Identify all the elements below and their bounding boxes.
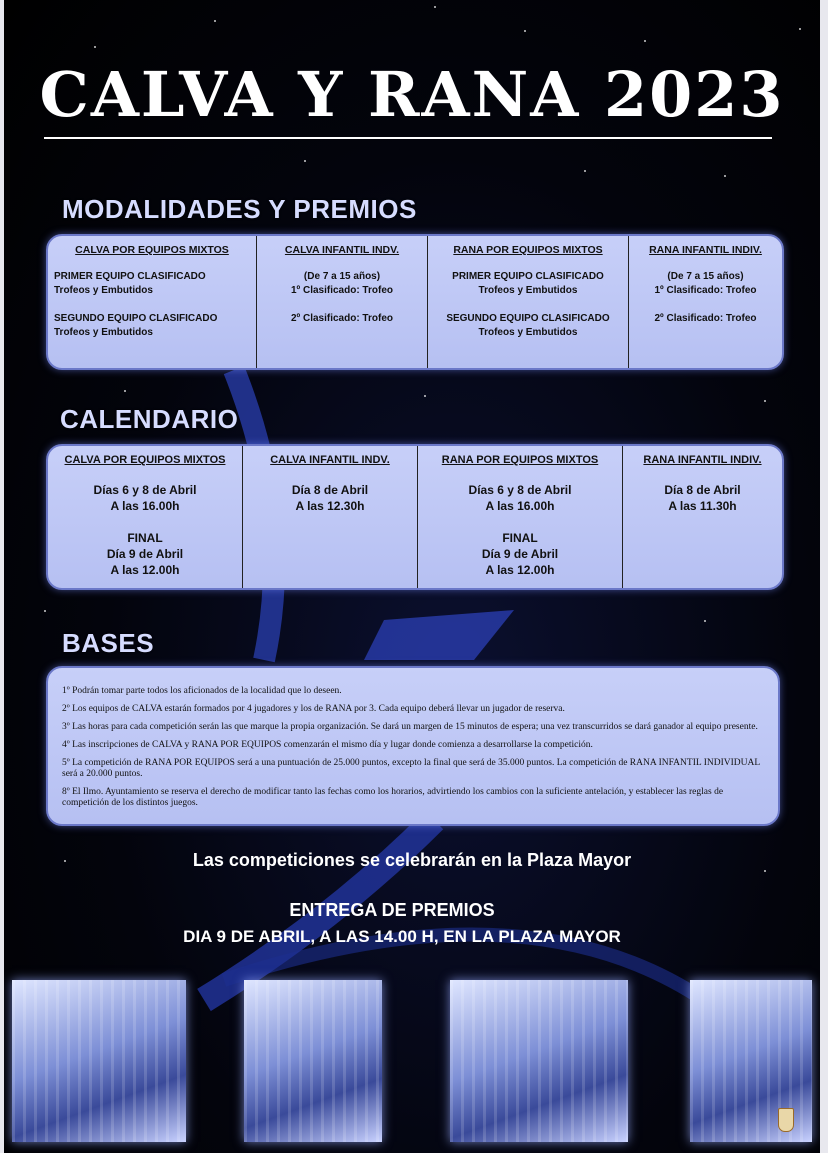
col-header: RANA INFANTIL INDIV. <box>649 244 762 256</box>
poster-title: CALVA Y RANA 2023 <box>39 58 785 131</box>
prize-line: (De 7 a 15 años) <box>303 271 381 282</box>
cal-col-calva-equipos <box>48 446 243 588</box>
bases-rule: 2º Los equipos de CALVA estarán formados por 4 jugadores y los de RANA por 3. Cada equipo deberá llevar un jugador de reserva. <box>62 704 565 714</box>
photo-street-crowd <box>12 980 186 1142</box>
cal-days: Día 8 de Abril <box>291 483 369 497</box>
prize-line: 1º Clasificado: Trofeo <box>654 285 757 296</box>
bases-rule: 3º Las horas para cada competición serán las que marque la propia organización. Se dará un margen de 15 minutos de espera; una vez transcurridos se dará ganador al equipo presente. <box>62 722 758 732</box>
awards-details: DIA 9 DE ABRIL, A LAS 14.00 H, EN LA PLAZA MAYOR <box>183 927 621 946</box>
poster <box>4 0 820 1153</box>
prize-line: 2º Clasificado: Trofeo <box>654 313 757 324</box>
premios-col-calva-infantil <box>257 236 428 368</box>
prize-line: Trofeos y Embutidos <box>54 327 153 338</box>
venue-note: Las competiciones se celebrarán en la Plaza Mayor <box>192 850 632 870</box>
cal-col-rana-infantil <box>623 446 782 588</box>
awards-title: ENTREGA DE PREMIOS <box>289 900 495 920</box>
prize-line: SEGUNDO EQUIPO CLASIFICADO <box>54 313 218 324</box>
premios-col-calva-equipos <box>48 236 257 368</box>
cal-time: A las 16.00h <box>110 499 180 513</box>
calendario-heading: CALENDARIO <box>60 404 239 434</box>
cal-final: FINAL <box>127 531 163 545</box>
cal-final-day: Día 9 de Abril <box>481 547 559 561</box>
bases-panel <box>46 666 780 826</box>
calendario-panel <box>46 444 784 590</box>
prize-line: 1º Clasificado: Trofeo <box>290 285 393 296</box>
cal-days: Días 6 y 8 de Abril <box>93 483 197 497</box>
cal-time: A las 16.00h <box>485 499 555 513</box>
prize-line: Trofeos y Embutidos <box>478 285 578 296</box>
col-header: RANA INFANTIL INDIV. <box>643 454 762 466</box>
premios-col-rana-infantil <box>629 236 782 368</box>
col-header: CALVA INFANTIL INDV. <box>270 454 390 466</box>
prize-line: SEGUNDO EQUIPO CLASIFICADO <box>446 313 610 324</box>
bases-rule: 4º Las inscripciones de CALVA y RANA POR EQUIPOS comenzarán el mismo día y lugar donde comienza a desarrollarse la competición. <box>62 740 593 750</box>
prize-line: Trofeos y Embutidos <box>54 285 153 296</box>
cal-col-calva-infantil <box>243 446 418 588</box>
premios-col-rana-equipos <box>428 236 629 368</box>
col-header: CALVA POR EQUIPOS MIXTOS <box>75 244 229 256</box>
col-header: RANA POR EQUIPOS MIXTOS <box>453 244 603 256</box>
title-underline <box>44 137 772 139</box>
cal-final-day: Día 9 de Abril <box>106 547 184 561</box>
bases-rule: 1º Podrán tomar parte todos los aficionados de la localidad que lo deseen. <box>62 686 342 696</box>
cal-col-rana-equipos <box>418 446 623 588</box>
town-crest-icon <box>778 1108 794 1132</box>
prize-line: Trofeos y Embutidos <box>478 327 578 338</box>
prize-line: (De 7 a 15 años) <box>667 271 744 282</box>
cal-time: A las 11.30h <box>668 499 737 513</box>
photo-plaza-crowd <box>450 980 628 1142</box>
col-header: CALVA POR EQUIPOS MIXTOS <box>64 454 226 466</box>
col-header: CALVA INFANTIL INDV. <box>284 244 400 256</box>
cal-days: Días 6 y 8 de Abril <box>468 483 572 497</box>
premios-panel <box>46 234 784 370</box>
prize-line: PRIMER EQUIPO CLASIFICADO <box>54 271 206 282</box>
bases-rule: 5º La competición de RANA POR EQUIPOS será a una puntuación de 25.000 puntos, excepto la final que será de 35.000 puntos. La competición de RANA INFANTIL INDIVIDUAL será a 20.000 puntos. <box>62 758 760 779</box>
cal-final-time: A las 12.00h <box>485 563 555 577</box>
cal-days: Día 8 de Abril <box>664 483 741 497</box>
bases-heading: BASES <box>62 628 155 658</box>
cal-final: FINAL <box>502 531 538 545</box>
prize-line: 2º Clasificado: Trofeo <box>290 313 393 324</box>
col-header: RANA POR EQUIPOS MIXTOS <box>441 454 599 466</box>
bases-rule: 8º El Ilmo. Ayuntamiento se reserva el derecho de modificar tanto las fechas como los horarios, advirtiendo los cambios con la suficiente antelación, y establecer las reglas de competición de los distintos juegos. <box>62 787 724 808</box>
cal-final-time: A las 12.00h <box>110 563 180 577</box>
premios-heading: MODALIDADES Y PREMIOS <box>62 194 417 224</box>
prize-line: PRIMER EQUIPO CLASIFICADO <box>452 271 604 282</box>
cal-time: A las 12.30h <box>295 499 365 513</box>
photo-rana-game <box>244 980 382 1142</box>
